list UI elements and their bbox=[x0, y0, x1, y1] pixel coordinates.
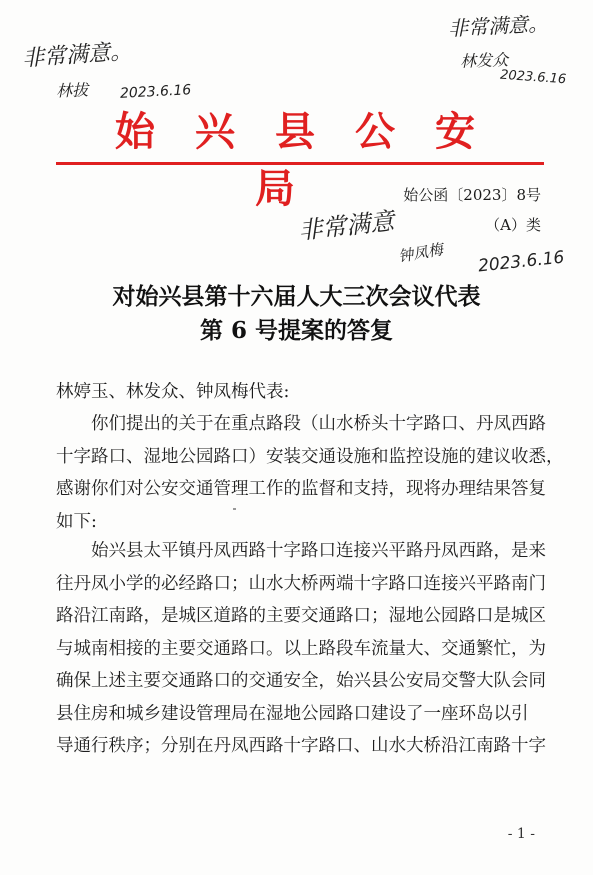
handwritten-date: 2023.6.16 bbox=[119, 82, 192, 102]
paragraph-line: 你们提出的关于在重点路段（山水桥头十字路口、丹凤西路 bbox=[91, 414, 546, 434]
letterhead-divider bbox=[56, 162, 544, 165]
document-level: （A）类 bbox=[485, 216, 541, 234]
paragraph bbox=[56, 535, 546, 763]
document-title: 对始兴县第十六届人大三次会议代表 bbox=[112, 283, 481, 310]
handwritten-signature: 林拔 bbox=[55, 80, 89, 101]
handwritten-comment: 非常满意。 bbox=[447, 11, 549, 41]
paragraph-line: 县住房和城乡建设管理局在湿地公园路口建设了一座环岛以引 bbox=[56, 703, 529, 724]
paragraph-line: 确保上述主要交通路口的交通安全，始兴县公安局交警大队会同 bbox=[56, 671, 546, 691]
page-number: - 1 - bbox=[507, 826, 535, 842]
letterhead-organization: 始兴县公安局 bbox=[115, 109, 515, 212]
paragraph-line: 与城南相接的主要交通路口。以上路段车流量大、交通繁忙，为 bbox=[56, 638, 546, 659]
paragraph-line: 始兴县太平镇丹凤西路十字路口连接兴平路丹凤西路，是来 bbox=[91, 541, 546, 561]
scan-speck bbox=[233, 508, 236, 510]
document-number: 始公函〔2023〕8号 bbox=[403, 186, 541, 204]
paragraph bbox=[56, 408, 564, 538]
paragraph-line: 如下: bbox=[56, 511, 97, 532]
handwritten-signature: 钟凤梅 bbox=[396, 240, 445, 266]
handwritten-comment: 非常满意 bbox=[297, 207, 396, 245]
salutation: 林婷玉、林发众、钟凤梅代表: bbox=[56, 382, 290, 402]
handwritten-comment: 非常满意。 bbox=[21, 39, 133, 72]
handwritten-signature: 林发众 bbox=[459, 50, 509, 71]
paragraph-line: 往丹凤小学的必经路口；山水大桥两端十字路口连接兴平路南门 bbox=[56, 573, 546, 594]
handwritten-date: 2023.6.16 bbox=[499, 67, 567, 88]
paragraph-line: 路沿江南路，是城区道路的主要交通路口；湿地公园路口是城区 bbox=[56, 606, 546, 626]
document-title: 第 6 号提案的答复 bbox=[199, 317, 394, 344]
paragraph-line: 十字路口、湿地公园路口）安装交通设施和监控设施的建议收悉， bbox=[56, 446, 564, 467]
paragraph-line: 导通行秩序；分别在丹凤西路十字路口、山水大桥沿江南路十字 bbox=[56, 736, 546, 756]
paragraph-line: 感谢你们对公安交通管理工作的监督和支持，现将办理结果答复 bbox=[56, 479, 546, 499]
handwritten-date: 2023.6.16 bbox=[477, 247, 566, 277]
